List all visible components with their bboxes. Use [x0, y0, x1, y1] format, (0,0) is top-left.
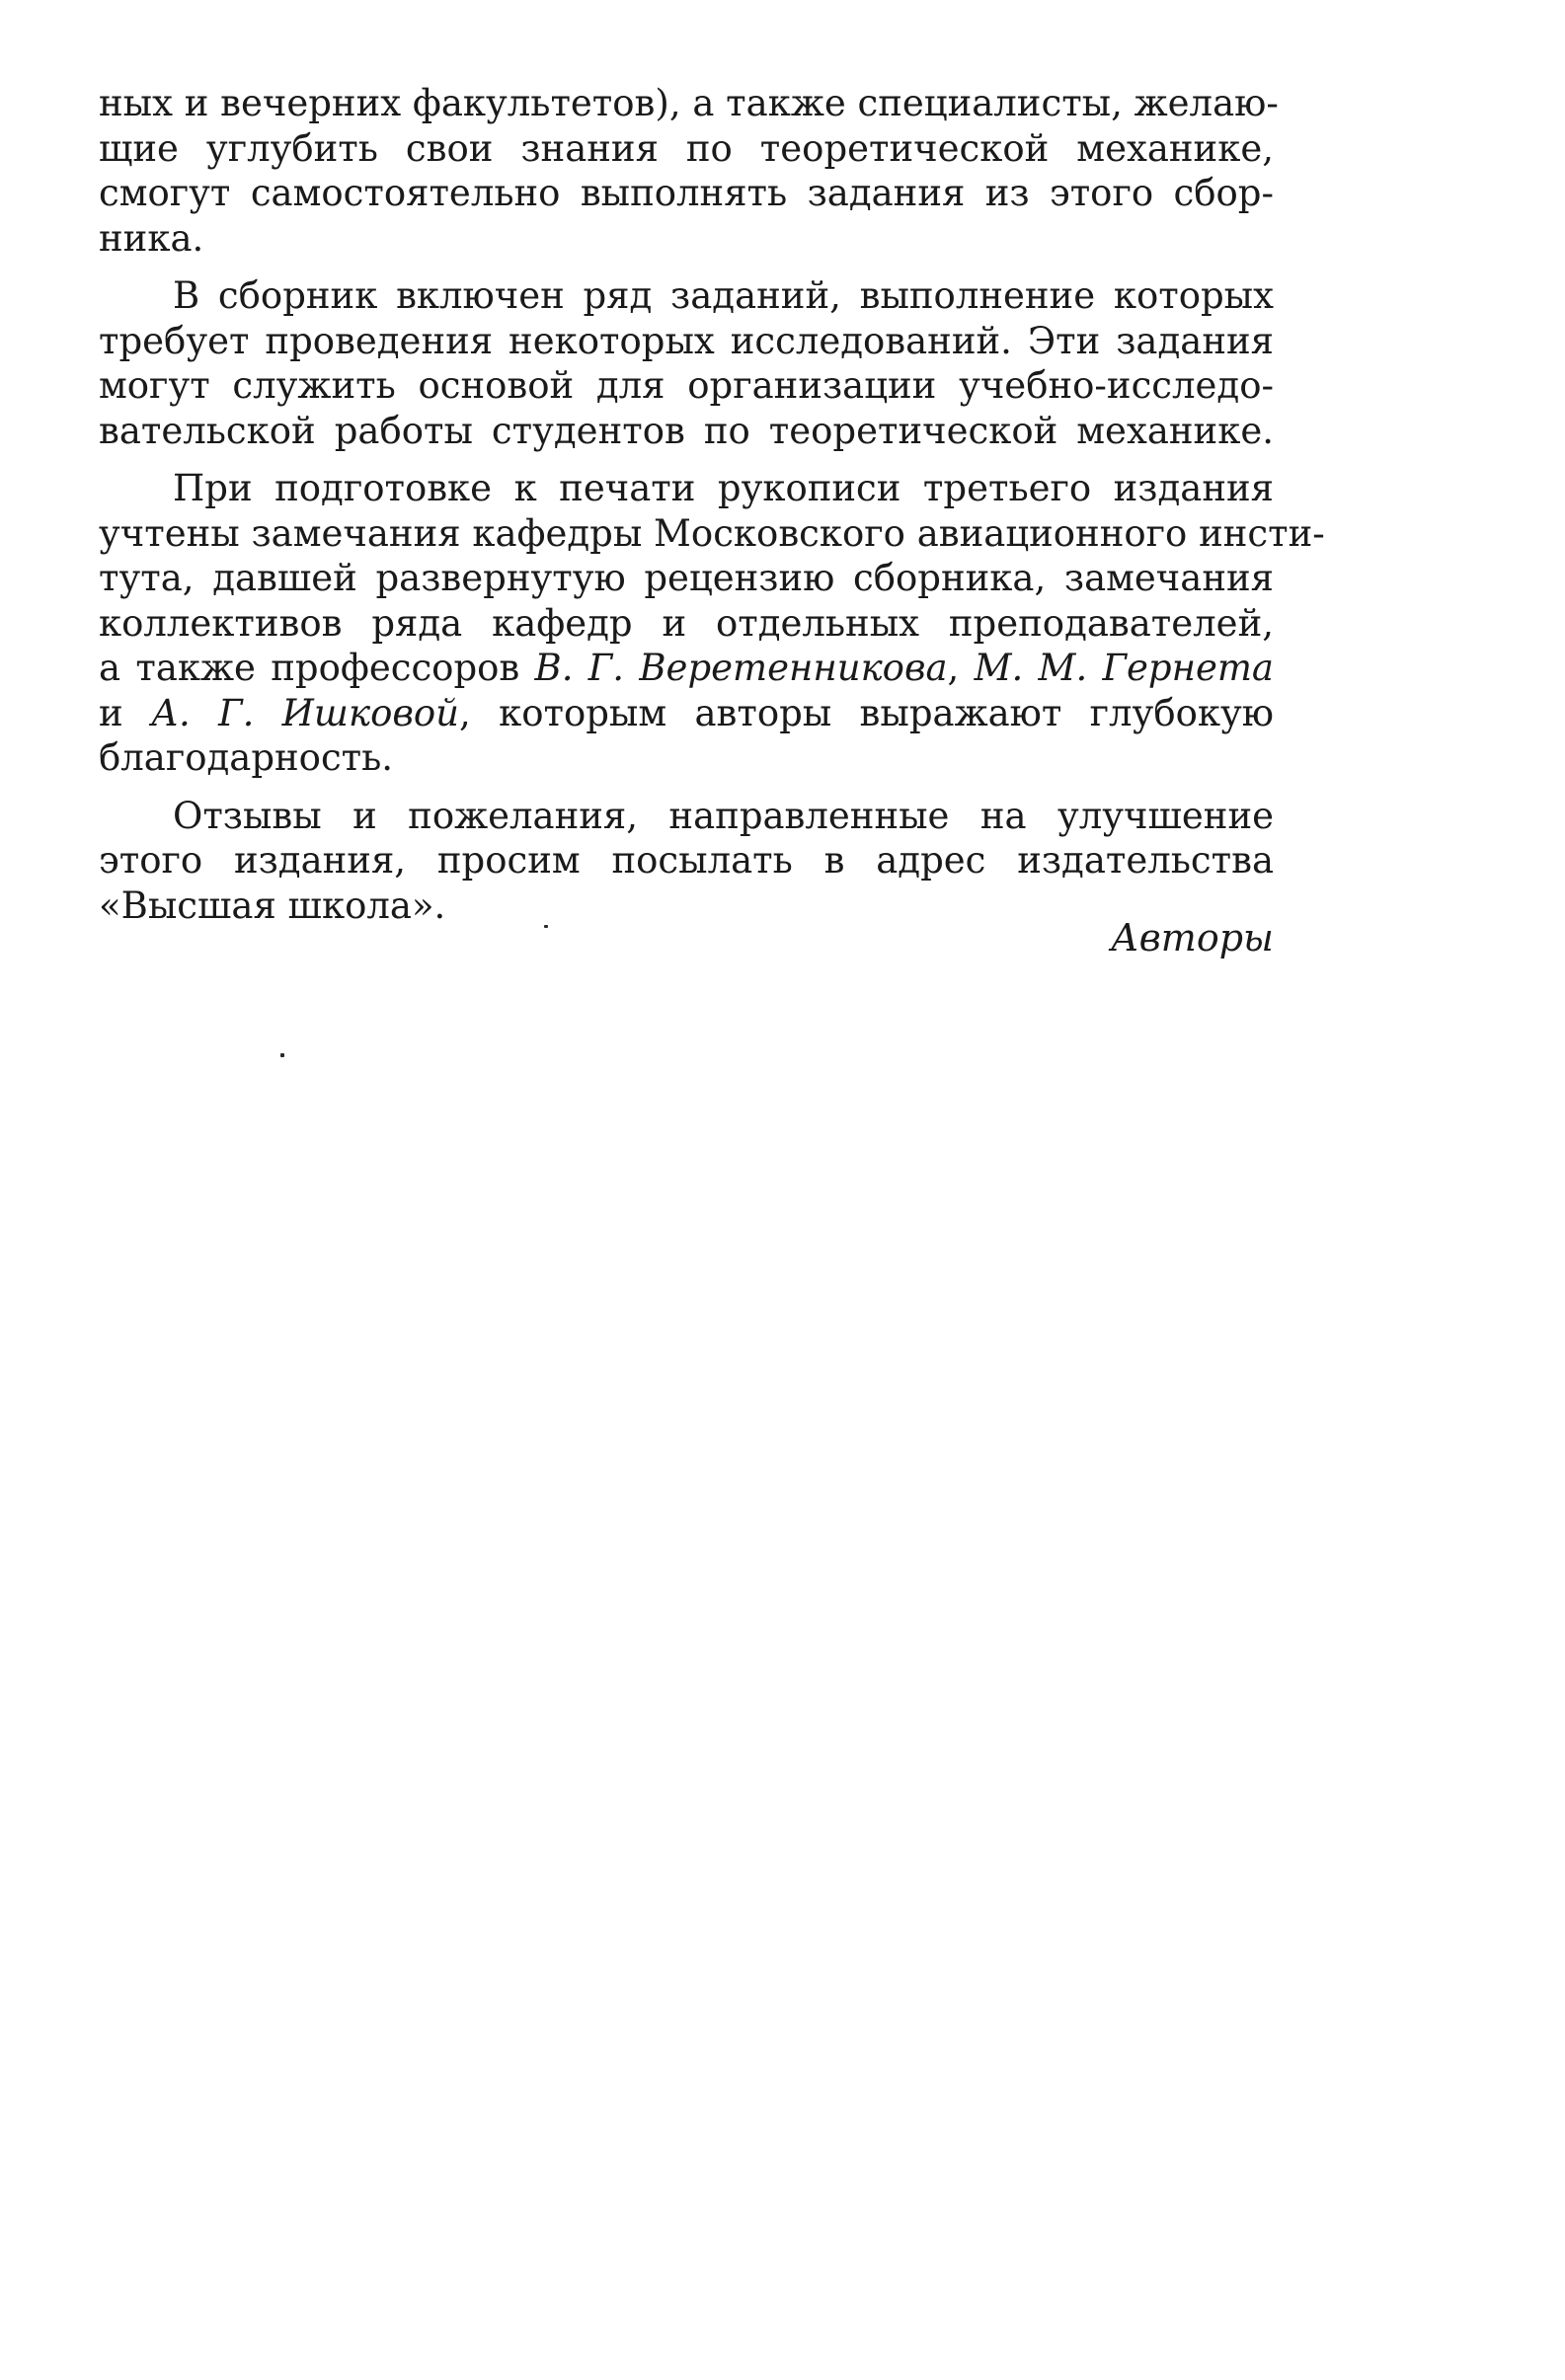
paragraph-1 [99, 81, 1279, 261]
text-line: тута, давшей развернутую рецензию сборника, замечания [99, 557, 1274, 599]
text-line: ника. [99, 216, 204, 260]
text-line: учтены замечания кафедры Московского авиационного инсти- [99, 511, 1325, 555]
text-line: требует проведения некоторых исследований. Эти задания [99, 319, 1274, 362]
paragraph-4 [99, 794, 1274, 929]
text-line-with-names: а также профессоров В. Г. Веретенникова, М. М. Гернета [99, 647, 1274, 689]
text-line: «Высшая школа». [99, 883, 446, 927]
text-line: могут служить основой для организации учебно-исследо- [99, 364, 1274, 407]
text-line: коллективов ряда кафедр и отдельных преподавателей, [99, 601, 1274, 645]
scan-speck [544, 925, 548, 928]
paragraph-3 [99, 466, 1325, 781]
text-line-with-names: и А. Г. Ишковой, которым авторы выражают глубокую [99, 691, 1274, 734]
text-line: благодарность. [99, 736, 394, 779]
text-line: вательской работы студентов по теоретической механике. [99, 409, 1274, 452]
scan-speck [280, 1053, 284, 1057]
text-line: этого издания, просим посылать в адрес издательства [99, 839, 1274, 882]
text-line: При подготовке к печати рукописи третьего издания [173, 467, 1274, 509]
text-line: В сборник включен ряд заданий, выполнение которых [173, 274, 1274, 317]
paragraph-2 [99, 273, 1274, 453]
text-line: смогут самостоятельно выполнять задания из этого сбор- [99, 172, 1274, 214]
document-body [99, 81, 1325, 941]
signature-authors: Авторы [1110, 916, 1274, 960]
text-line: Отзывы и пожелания, направленные на улучшение [173, 794, 1274, 837]
text-line: щие углубить свои знания по теоретической механике, [99, 126, 1274, 170]
text-line: ных и вечерних факультетов), а также специалисты, желаю- [99, 82, 1279, 124]
